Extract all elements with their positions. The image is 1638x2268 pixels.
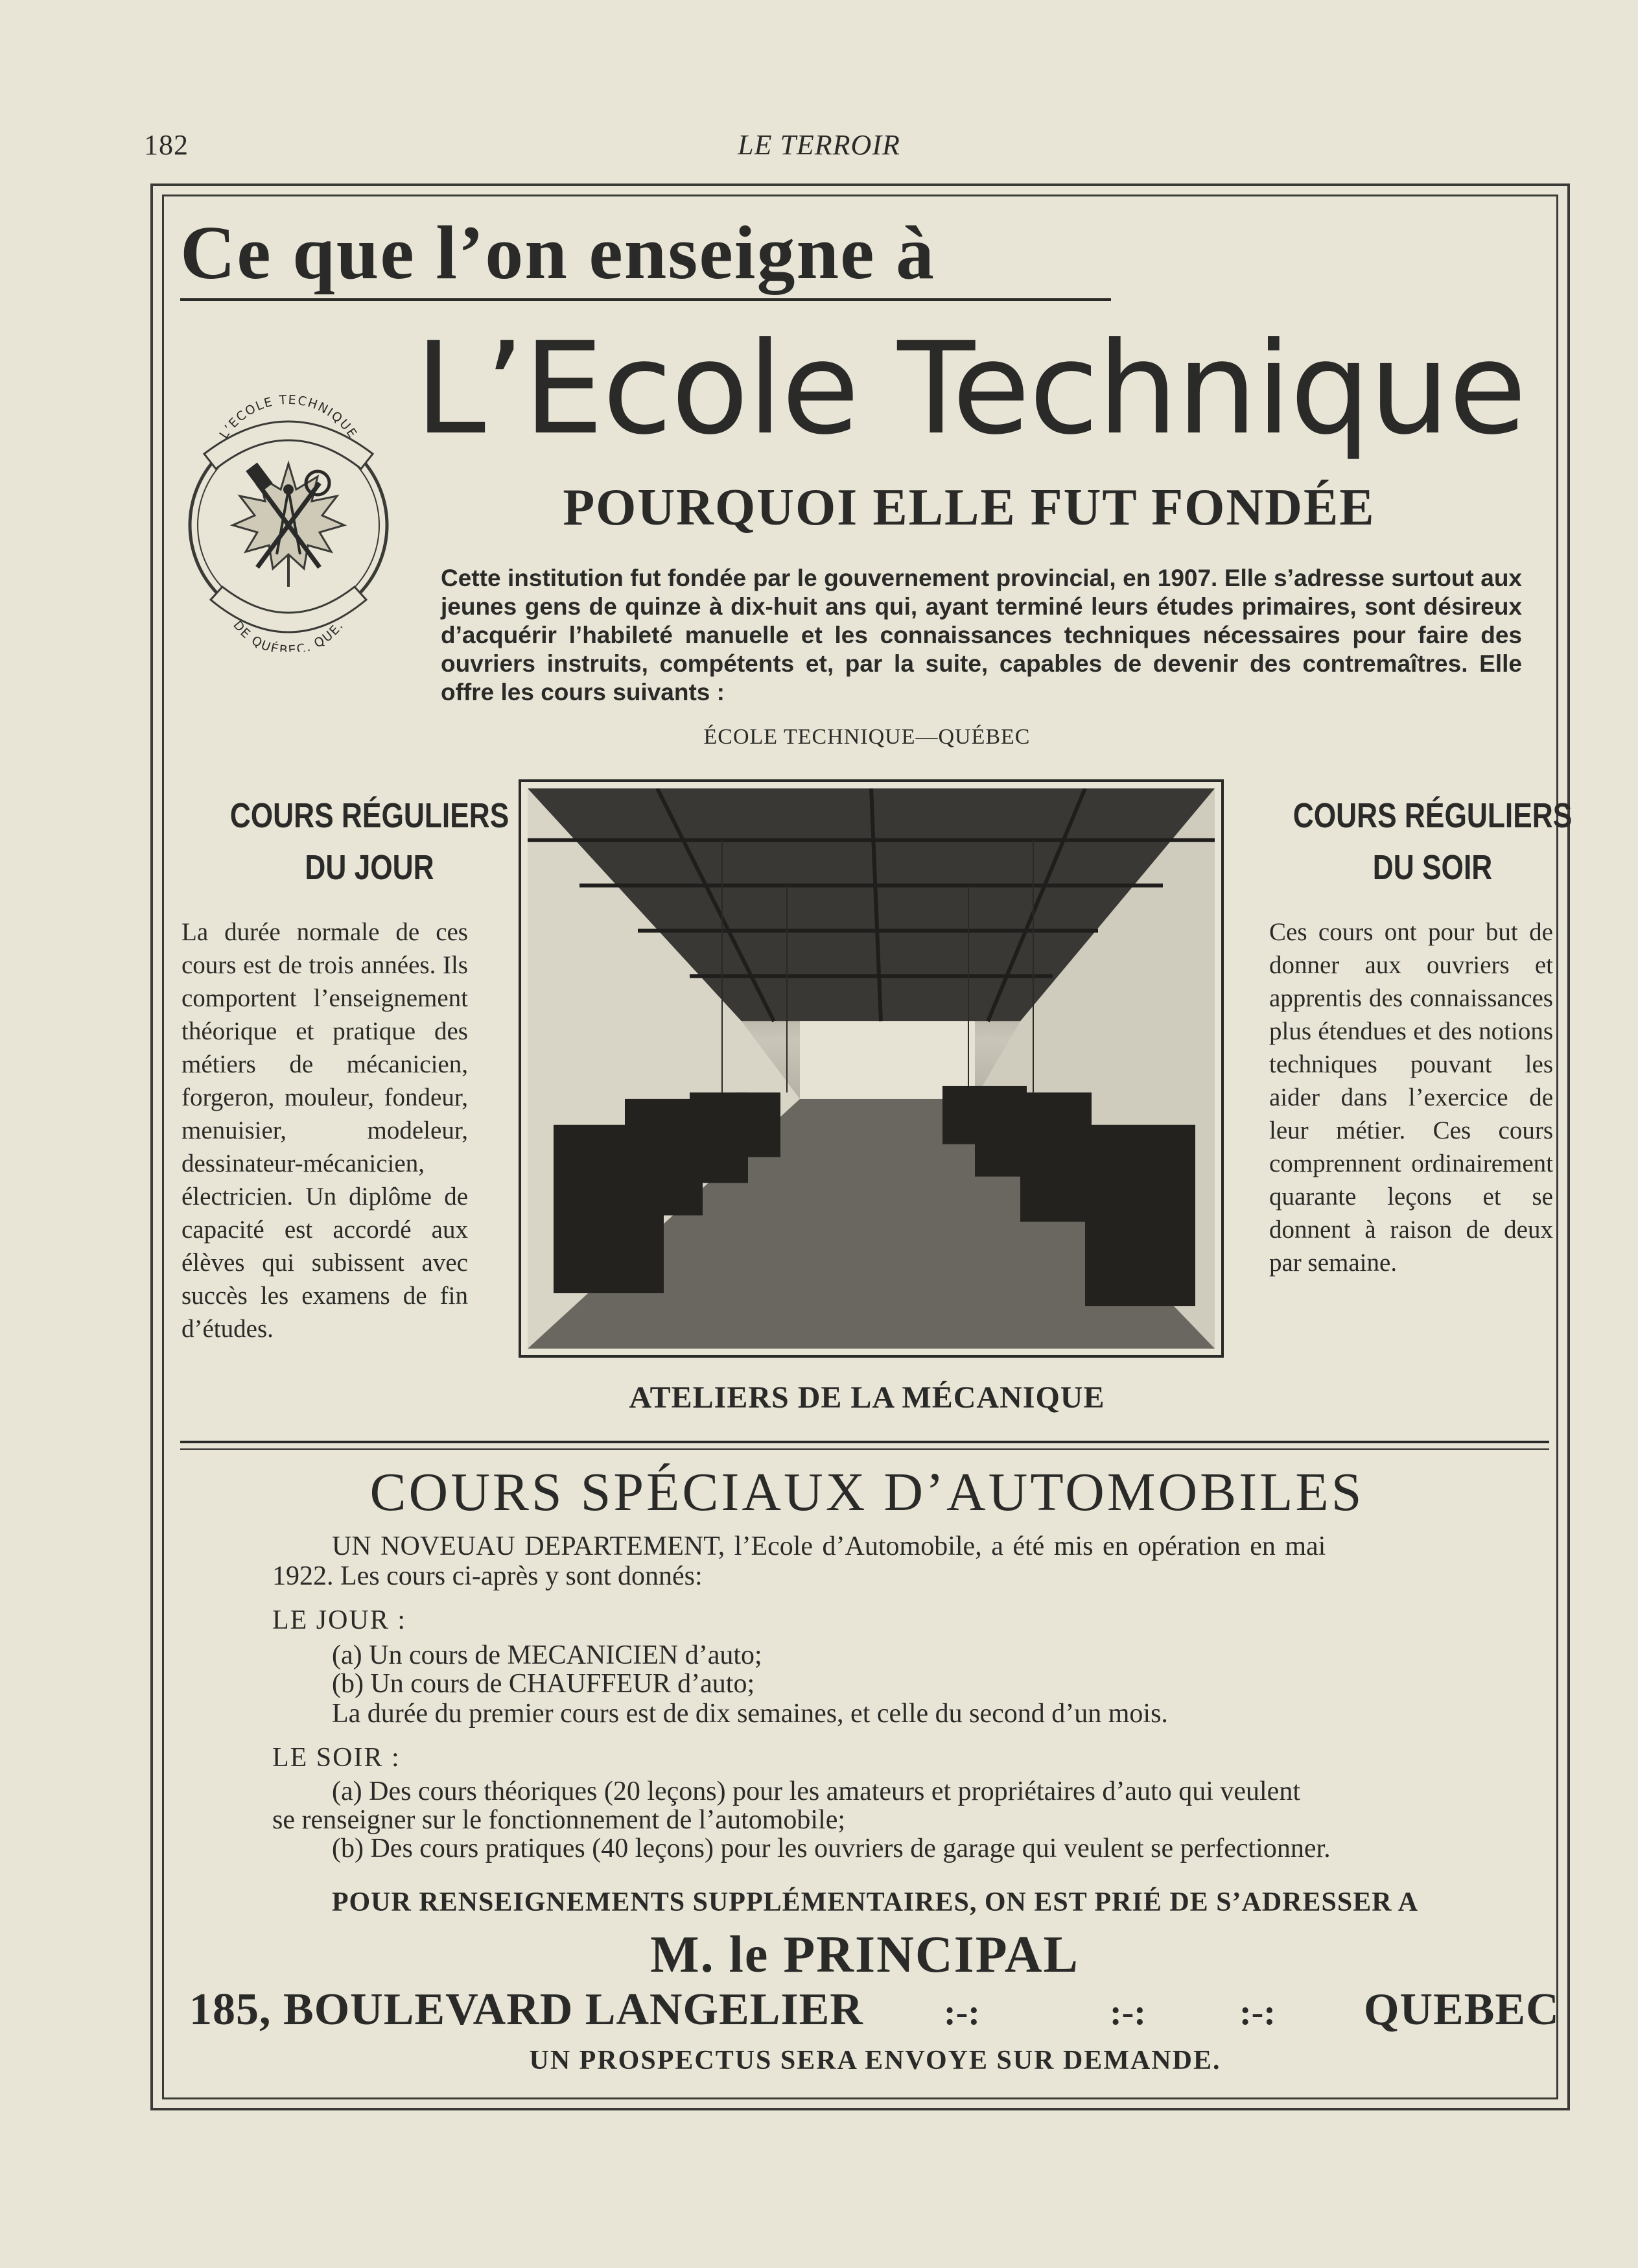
ad-headline: Ce que l’on enseigne à bbox=[180, 210, 935, 295]
workshop-photo bbox=[519, 779, 1224, 1358]
school-name: L’Ecole Technique bbox=[415, 315, 1526, 463]
contact-info-line: POUR RENSEIGNEMENTS SUPPLÉMENTAIRES, ON EST PRIÉ DE S’ADRESSER A bbox=[331, 1887, 1419, 1917]
subtitle: POURQUOI ELLE FUT FONDÉE bbox=[563, 479, 1375, 536]
principal-name: M. le PRINCIPAL bbox=[650, 1926, 1079, 1983]
day-courses-text: La durée normale de ces cours est de trois années. Ils comportent l’enseignement théorique et pratique des métiers de mécanicien, forgeron, mouleur, fondeur, menuisier, modeleur, dessinateur-mécanicien, électricien. Un diplôme de capacité est accordé aux élèves qui subissent avec succès les examens de fin d’études. bbox=[181, 918, 468, 1343]
evening-courses-heading bbox=[1289, 790, 1576, 893]
school-seal-icon bbox=[185, 392, 392, 652]
address-separator: :-: bbox=[1110, 1992, 1146, 2033]
svg-text:DE QUÉBEC. QUE.: DE QUÉBEC. QUE. bbox=[230, 618, 347, 652]
section-divider bbox=[180, 1441, 1549, 1443]
automobile-heading: COURS SPÉCIAUX D’AUTOMOBILES bbox=[369, 1462, 1364, 1522]
intro-paragraph: Cette institution fut fondée par le gouvernement provincial, en 1907. Elle s’adresse surtout aux jeunes gens de quinze à dix-huit ans qui, ayant terminé leurs études primaires, sont désireux d’acquérir l’habileté manuelle et les connaissances techniques nécessaires pour faire des ouvriers instruits, compétents et, par la suite, capables de devenir des contremaîtres. Elle offre les cours suivants : bbox=[441, 565, 1522, 705]
page-number: 182 bbox=[144, 129, 189, 161]
day-courses-heading-line1: COURS RÉGULIERS bbox=[229, 796, 509, 835]
day-duration-note: La durée du premier cours est de dix semaines, et celle du second d’un mois. bbox=[332, 1699, 1168, 1729]
street-address: 185, BOULEVARD LANGELIER bbox=[189, 1985, 863, 2035]
day-courses-heading-line2: DU JOUR bbox=[305, 848, 434, 887]
evening-courses-heading-line1: COURS RÉGULIERS bbox=[1293, 796, 1573, 835]
automobile-intro-line1: UN NOVEUAU DEPARTEMENT, l’Ecole d’Automobile, a été mis en opération en mai bbox=[332, 1531, 1326, 1561]
svg-text:L’ECOLE TECHNIQUE: L’ECOLE TECHNIQUE bbox=[216, 392, 360, 442]
evening-item-a-line1: (a) Des cours théoriques (20 leçons) pour les amateurs et propriétaires d’auto qui veulent bbox=[332, 1777, 1300, 1806]
running-title: LE TERROIR bbox=[738, 129, 900, 161]
day-courses-heading bbox=[205, 790, 534, 893]
day-label: LE JOUR : bbox=[272, 1605, 406, 1635]
evening-courses-text: Ces cours ont pour but de donner aux ouvriers et apprentis des connaissances plus étendues et des notions techniques pouvant les aider dans l’exercice de leur métier. Ces cours comprennent ordinairement quarante leçons et se donnent à raison de deux par semaine. bbox=[1269, 918, 1553, 1277]
address-separator: :-: bbox=[944, 1992, 980, 2033]
evening-item-a-line2: se renseigner sur le fonctionnement de l’automobile; bbox=[272, 1805, 846, 1835]
automobile-intro-line2: 1922. Les cours ci-après y sont donnés: bbox=[272, 1561, 703, 1591]
evening-label: LE SOIR : bbox=[272, 1743, 401, 1773]
evening-courses-heading-line2: DU SOIR bbox=[1372, 848, 1493, 887]
section-divider-thin bbox=[180, 1448, 1549, 1450]
day-item-a: (a) Un cours de MECANICIEN d’auto; bbox=[332, 1640, 762, 1670]
prospectus-note: UN PROSPECTUS SERA ENVOYE SUR DEMANDE. bbox=[529, 2046, 1221, 2075]
photo-caption-top: ÉCOLE TECHNIQUE—QUÉBEC bbox=[703, 725, 1031, 749]
photo-caption: ATELIERS DE LA MÉCANIQUE bbox=[629, 1380, 1105, 1415]
address-separator: :-: bbox=[1239, 1992, 1276, 2033]
headline-underline bbox=[180, 298, 1111, 301]
city-name: QUEBEC bbox=[1364, 1985, 1560, 2035]
evening-item-b: (b) Des cours pratiques (40 leçons) pour les ouvriers de garage qui veulent se perfectionner. bbox=[332, 1834, 1331, 1863]
day-item-b: (b) Un cours de CHAUFFEUR d’auto; bbox=[332, 1669, 755, 1699]
